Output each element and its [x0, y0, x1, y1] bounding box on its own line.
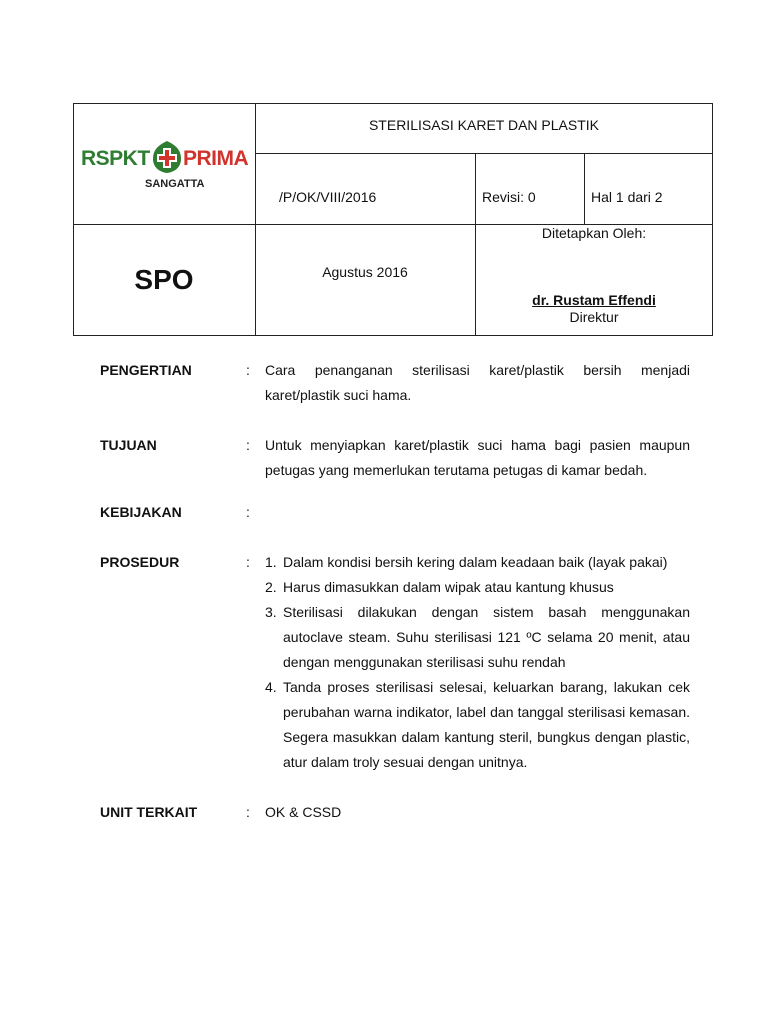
step-number: 4. [265, 679, 277, 695]
step-number: 3. [265, 604, 277, 620]
hospital-logo [81, 133, 251, 203]
section-colon: : [246, 554, 250, 570]
section-tujuan [100, 433, 690, 483]
section-label: PENGERTIAN [100, 362, 192, 378]
logo-location: SANGATTA [145, 178, 205, 190]
section-label: UNIT TERKAIT [100, 804, 198, 820]
logo-name-left: RSPKT [81, 147, 150, 170]
section-colon: : [246, 504, 250, 520]
section-unit-terkait [100, 800, 690, 825]
cross-emblem-icon [151, 139, 183, 175]
section-label: TUJUAN [100, 437, 157, 453]
section-colon: : [246, 362, 250, 378]
approver-title: Direktur [569, 309, 619, 325]
logo-name-right: PRIMA [183, 147, 249, 170]
document-type: SPO [134, 264, 194, 295]
step-text: Harus dimasukkan dalam wipak atau kantung khusus [283, 579, 614, 595]
document-title: STERILISASI KARET DAN PLASTIK [368, 117, 600, 133]
approver-name: dr. Rustam Effendi [532, 292, 656, 308]
page-indicator: Hal 1 dari 2 [591, 189, 663, 205]
document-date: Agustus 2016 [322, 264, 408, 280]
procedure-step [265, 600, 690, 675]
section-label: PROSEDUR [100, 554, 180, 570]
step-text: Sterilisasi dilakukan dengan sistem basah menggunakan autoclave steam. Suhu sterilisasi 121 ºC selama 20 menit, atau dengan menggunakan sterilisasi suhu rendah [283, 604, 690, 670]
section-text: Untuk menyiapkan karet/plastik suci hama bagi pasien maupun petugas yang memerlukan terutama petugas di kamar bedah. [265, 437, 690, 478]
procedure-list [265, 550, 690, 775]
step-text: Dalam kondisi bersih kering dalam keadaan baik (layak pakai) [283, 554, 668, 570]
section-prosedur [100, 550, 690, 775]
revision-number: Revisi: 0 [482, 189, 536, 205]
step-number: 2. [265, 579, 277, 595]
procedure-step [265, 575, 690, 600]
step-text: Tanda proses sterilisasi selesai, keluarkan barang, lakukan cek perubahan warna indikator, label dan tanggal sterilisasi kemasan. Segera masukkan dalam kantung steril, bungkus dengan plastic, atur dalam troly sesuai dengan unitnya. [283, 679, 690, 770]
document-body [100, 355, 690, 825]
approved-by-label: Ditetapkan Oleh: [541, 225, 647, 241]
procedure-step [265, 675, 690, 775]
section-text: OK & CSSD [265, 804, 342, 820]
step-number: 1. [265, 554, 277, 570]
section-pengertian [100, 358, 690, 408]
section-kebijakan [100, 500, 690, 525]
section-text: Cara penanganan sterilisasi karet/plastik bersih menjadi karet/plastik suci hama. [265, 362, 690, 403]
procedure-step [265, 550, 690, 575]
header-table [73, 103, 713, 336]
section-label: KEBIJAKAN [100, 504, 182, 520]
section-colon: : [246, 437, 250, 453]
document-number: /P/OK/VIII/2016 [279, 189, 377, 205]
section-colon: : [246, 804, 250, 820]
